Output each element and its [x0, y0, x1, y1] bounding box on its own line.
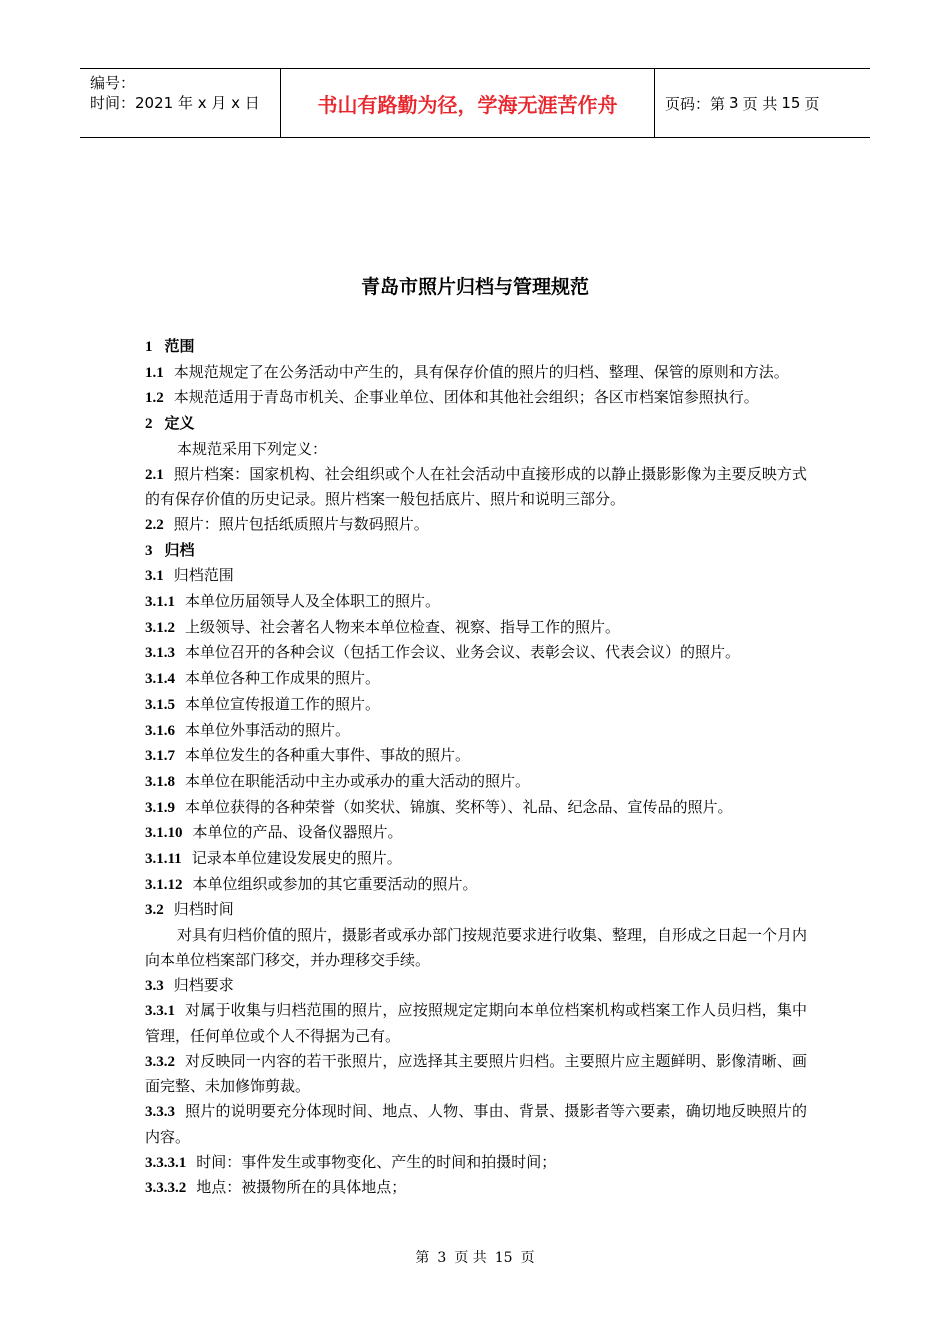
clause-text: 范围 [164, 337, 195, 355]
paragraph [145, 872, 807, 898]
paragraph [145, 820, 807, 846]
clause-number: 3.1.7 [145, 748, 175, 765]
clause-number: 3.1.5 [145, 696, 175, 713]
clause-text: 本单位获得的各种荣誉（如奖状、锦旗、奖杯等）、礼品、纪念品、宣传品的照片。 [185, 797, 733, 816]
paragraph [145, 897, 807, 923]
clause-number: 3.1.10 [145, 825, 183, 842]
clause-text: 归档范围 [173, 566, 234, 585]
page-label: 页码：第 [665, 94, 726, 113]
footer-total: 15 [494, 1250, 513, 1266]
paragraph [145, 512, 807, 538]
header-motto: 书山有路勤为径，学海无涯苦作舟 [281, 69, 655, 137]
clause-number: 2 [145, 416, 153, 433]
page-end: 页 [804, 94, 820, 113]
paragraph [145, 589, 807, 615]
clause-number: 3.3.3.2 [145, 1180, 187, 1197]
paragraph [145, 640, 807, 666]
clause-number: 3.1.1 [145, 594, 175, 611]
clause-number: 3.3.2 [145, 1053, 175, 1070]
clause-text: 本规范规定了在公务活动中产生的，具有保存价值的照片的归档、整理、保管的原则和方法。 [173, 362, 789, 381]
clause-number: 3 [145, 542, 153, 559]
paragraph [145, 462, 807, 512]
document-body [145, 334, 807, 1201]
paragraph [145, 973, 807, 999]
paragraph [145, 1099, 807, 1149]
page-current: 3 [729, 94, 739, 112]
clause-text: 照片：照片包括纸质照片与数码照片。 [173, 514, 429, 533]
clause-text: 归档 [164, 540, 195, 559]
clause-text: 对具有归档价值的照片，摄影者或承办部门按规范要求进行收集、整理，自形成之日起一个月内向本单位档案部门移交，并办理移交手续。 [145, 926, 808, 969]
clause-text: 照片档案：国家机构、社会组织或个人在社会活动中直接形成的以静止摄影影像为主要反映方式的有保存价值的历史记录。照片档案一般包括底片、照片和说明三部分。 [145, 464, 807, 509]
clause-number: 3.1.2 [145, 619, 175, 636]
page-total: 15 [781, 94, 801, 112]
clause-text: 上级领导、社会著名人物来本单位检查、视察、指导工作的照片。 [185, 617, 621, 636]
header-page-info [655, 69, 870, 137]
paragraph [145, 385, 807, 411]
clause-text: 本单位召开的各种会议（包括工作会议、业务会议、表彰会议、代表会议）的照片。 [185, 643, 741, 662]
clause-number: 3.1.11 [145, 851, 182, 868]
clause-number: 3.1 [145, 568, 164, 585]
paragraph [145, 360, 807, 386]
section-heading [145, 538, 807, 564]
clause-text: 记录本单位建设发展史的照片。 [191, 849, 402, 868]
clause-number: 3.2 [145, 902, 164, 919]
paragraph [145, 666, 807, 692]
paragraph [145, 1150, 807, 1176]
footer-current: 3 [437, 1250, 447, 1266]
footer-mid: 页 共 [454, 1250, 487, 1266]
clause-number: 3.1.9 [145, 799, 175, 816]
section-heading [145, 334, 807, 360]
time-label: 时间：2021 年 x 月 x 日 [90, 94, 260, 112]
paragraph [145, 1049, 807, 1099]
footer-prefix: 第 [415, 1250, 430, 1266]
clause-text: 归档要求 [173, 975, 234, 994]
clause-number: 1.2 [145, 390, 164, 407]
clause-number: 1 [145, 339, 153, 355]
section-heading [145, 411, 807, 437]
clause-text: 定义 [164, 414, 195, 433]
clause-number: 3.1.8 [145, 773, 175, 790]
header-table [80, 68, 870, 138]
paragraph [145, 563, 807, 589]
clause-number: 2.1 [145, 466, 164, 483]
paragraph [145, 743, 807, 769]
paragraph [145, 1175, 807, 1201]
clause-text: 本单位的产品、设备仪器照片。 [192, 823, 403, 842]
clause-text: 本规范采用下列定义： [177, 439, 328, 458]
clause-text: 归档时间 [173, 900, 234, 919]
paragraph [145, 998, 807, 1048]
clause-text: 本单位发生的各种重大事件、事故的照片。 [185, 746, 471, 765]
paragraph [145, 692, 807, 718]
document-title: 青岛市照片归档与管理规范 [360, 276, 589, 298]
page-mid: 页 共 [742, 94, 778, 113]
clause-text: 对属于收集与归档范围的照片，应按照规定定期向本单位档案机构或档案工作人员归档，集中管理，任何单位或个人不得据为己有。 [145, 1001, 807, 1045]
clause-number: 2.2 [145, 516, 164, 533]
paragraph [145, 615, 807, 641]
clause-number: 3.1.6 [145, 722, 175, 739]
clause-number: 3.3.3 [145, 1104, 175, 1121]
paragraph [145, 923, 807, 972]
clause-text: 照片的说明要充分体现时间、地点、人物、事由、背景、摄影者等六要素，确切地反映照片的内容。 [145, 1102, 807, 1146]
clause-text: 本规范适用于青岛市机关、企事业单位、团体和其他社会组织；各区市档案馆参照执行。 [173, 388, 759, 407]
clause-text: 本单位宣传报道工作的照片。 [185, 694, 381, 713]
clause-text: 本单位各种工作成果的照片。 [185, 669, 381, 688]
clause-text: 本单位组织或参加的其它重要活动的照片。 [192, 874, 478, 893]
paragraph [145, 795, 807, 821]
clause-number: 3.3.1 [145, 1003, 175, 1020]
clause-number: 3.1.4 [145, 671, 175, 688]
clause-text: 对反映同一内容的若干张照片，应选择其主要照片归档。主要照片应主题鲜明、影像清晰、画面完整、未加修饰剪裁。 [145, 1051, 807, 1096]
paragraph [145, 437, 807, 462]
clause-text: 地点：被摄物所在的具体地点； [196, 1178, 407, 1197]
clause-text: 本单位外事活动的照片。 [185, 720, 351, 739]
paragraph [145, 846, 807, 872]
clause-number: 3.1.3 [145, 645, 175, 662]
code-label: 编号： [90, 74, 136, 92]
clause-number: 1.1 [145, 364, 164, 381]
footer-suffix: 页 [520, 1250, 535, 1266]
clause-number: 3.1.12 [145, 876, 183, 893]
clause-number: 3.3 [145, 977, 164, 994]
clause-number: 3.3.3.1 [145, 1154, 187, 1171]
clause-text: 本单位在职能活动中主办或承办的重大活动的照片。 [185, 771, 531, 790]
paragraph [145, 769, 807, 795]
clause-text: 本单位历届领导人及全体职工的照片。 [185, 592, 441, 611]
paragraph [145, 718, 807, 744]
page-footer [0, 1247, 950, 1267]
header-meta [80, 69, 281, 137]
clause-text: 时间：事件发生或事物变化、产生的时间和拍摄时间； [196, 1152, 557, 1171]
